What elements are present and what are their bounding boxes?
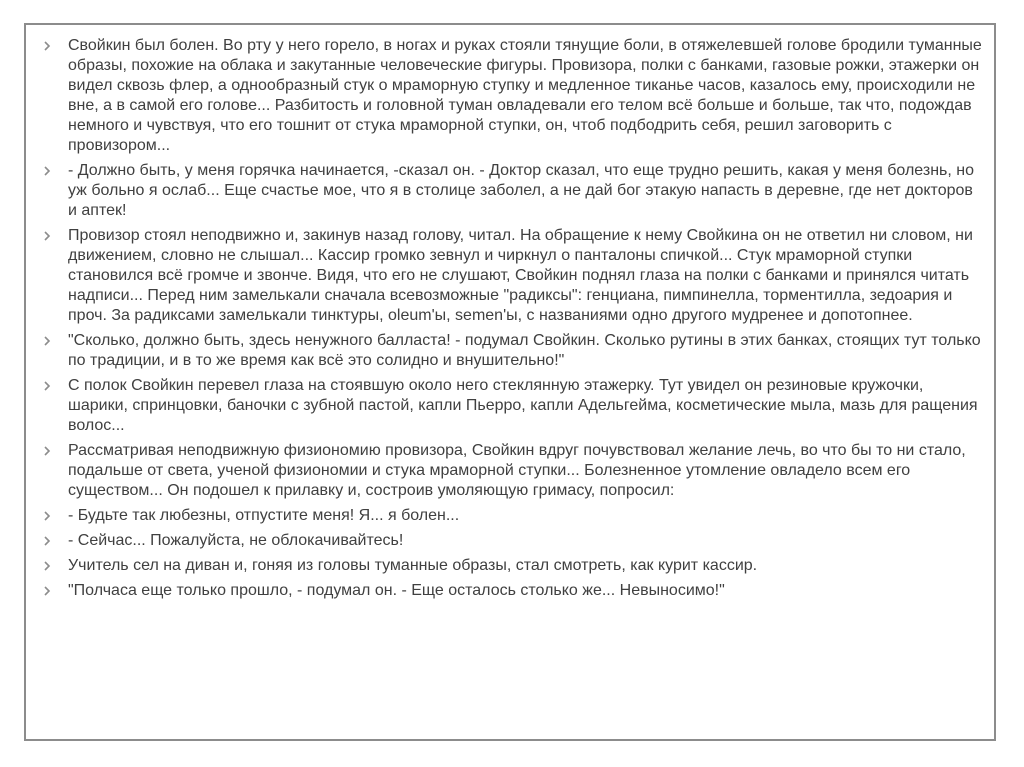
chevron-right-icon [41,37,55,55]
paragraph-text: - Сейчас... Пожалуйста, не облокачивайтесь! [68,532,404,549]
paragraph-text: "Полчаса еще только прошло, - подумал он. - Еще осталось столько же... Невыносимо!" [68,582,725,599]
chevron-right-icon [41,162,55,180]
list-item [38,226,982,326]
chevron-right-icon [41,557,55,575]
paragraph-text: - Должно быть, у меня горячка начинается, -сказал он. - Доктор сказал, что еще трудно решить, какая у меня болезнь, но уж больно я ослаб... Еще счастье мое, что я в столице заболел, а не дай бог этакую напасть в деревне, где нет докторов и аптек! [68,162,974,219]
list-item [38,376,982,436]
list-item [38,581,982,601]
list-item [38,556,982,576]
list-item [38,506,982,526]
chevron-right-icon [41,582,55,600]
chevron-right-icon [41,332,55,350]
paragraph-text: Учитель сел на диван и, гоняя из головы туманные образы, стал смотреть, как курит кассир. [68,557,758,574]
paragraph-text: Провизор стоял неподвижно и, закинув назад голову, читал. На обращение к нему Свойкина он не ответил ни словом, ни движением, словно не слышал... Кассир громко зевнул и чиркнул о панталоны спичкой... Стук мраморной ступки становился всё громче и звонче. Видя, что его не слушают, Свойкин поднял глаза на полки с банками и принялся читать надписи... Перед ним замелькали сначала всевозможные "радиксы": генциана, пимпинелла, торментилла, зедоария и проч. За радиксами замелькали тинктуры, oleum'ы, semen'ы, с названиями одно другого мудренее и допотопнее. [68,227,973,324]
list-item [38,331,982,371]
list-item [38,36,982,156]
slide-frame [24,23,996,741]
chevron-right-icon [41,227,55,245]
chevron-right-icon [41,377,55,395]
list-item [38,441,982,501]
chevron-right-icon [41,532,55,550]
list-item [38,531,982,551]
paragraph-text: Рассматривая неподвижную физиономию провизора, Свойкин вдруг почувствовал желание лечь, во что бы то ни стало, подальше от света, ученой физиономии и стука мраморной ступки... Болезненное утомление овладело всем его существом... Он подошел к прилавку и, состроив умоляющую гримасу, попросил: [68,442,966,499]
paragraph-text: Свойкин был болен. Во рту у него горело, в ногах и руках стояли тянущие боли, в отяжелевшей голове бродили туманные образы, похожие на облака и закутанные человеческие фигуры. Провизора, полки с банками, газовые рожки, этажерки он видел сквозь флер, а однообразный стук о мраморную ступку и медленное тиканье часов, казалось ему, происходили не вне, а в самой его голове... Разбитость и головной туман овладевали его телом всё больше и больше, так что, подождав немного и чувствуя, что его тошнит от стука мраморной ступки, он, чтоб подбодрить себя, решил заговорить с провизором... [68,37,982,154]
paragraph-text: - Будьте так любезны, отпустите меня! Я... я болен... [68,507,460,524]
paragraph-text: "Сколько, должно быть, здесь ненужного балласта! - подумал Свойкин. Сколько рутины в этих банках, стоящих тут только по традиции, и в то же время как всё это солидно и внушительно!" [68,332,981,369]
paragraph-text: С полок Свойкин перевел глаза на стоявшую около него стеклянную этажерку. Тут увидел он резиновые кружочки, шарики, спринцовки, баночки с зубной пастой, капли Пьерро, капли Адельгейма, косметические мыла, мазь для ращения волос... [68,377,978,434]
text-bullet-list [38,36,982,606]
list-item [38,161,982,221]
chevron-right-icon [41,507,55,525]
chevron-right-icon [41,442,55,460]
